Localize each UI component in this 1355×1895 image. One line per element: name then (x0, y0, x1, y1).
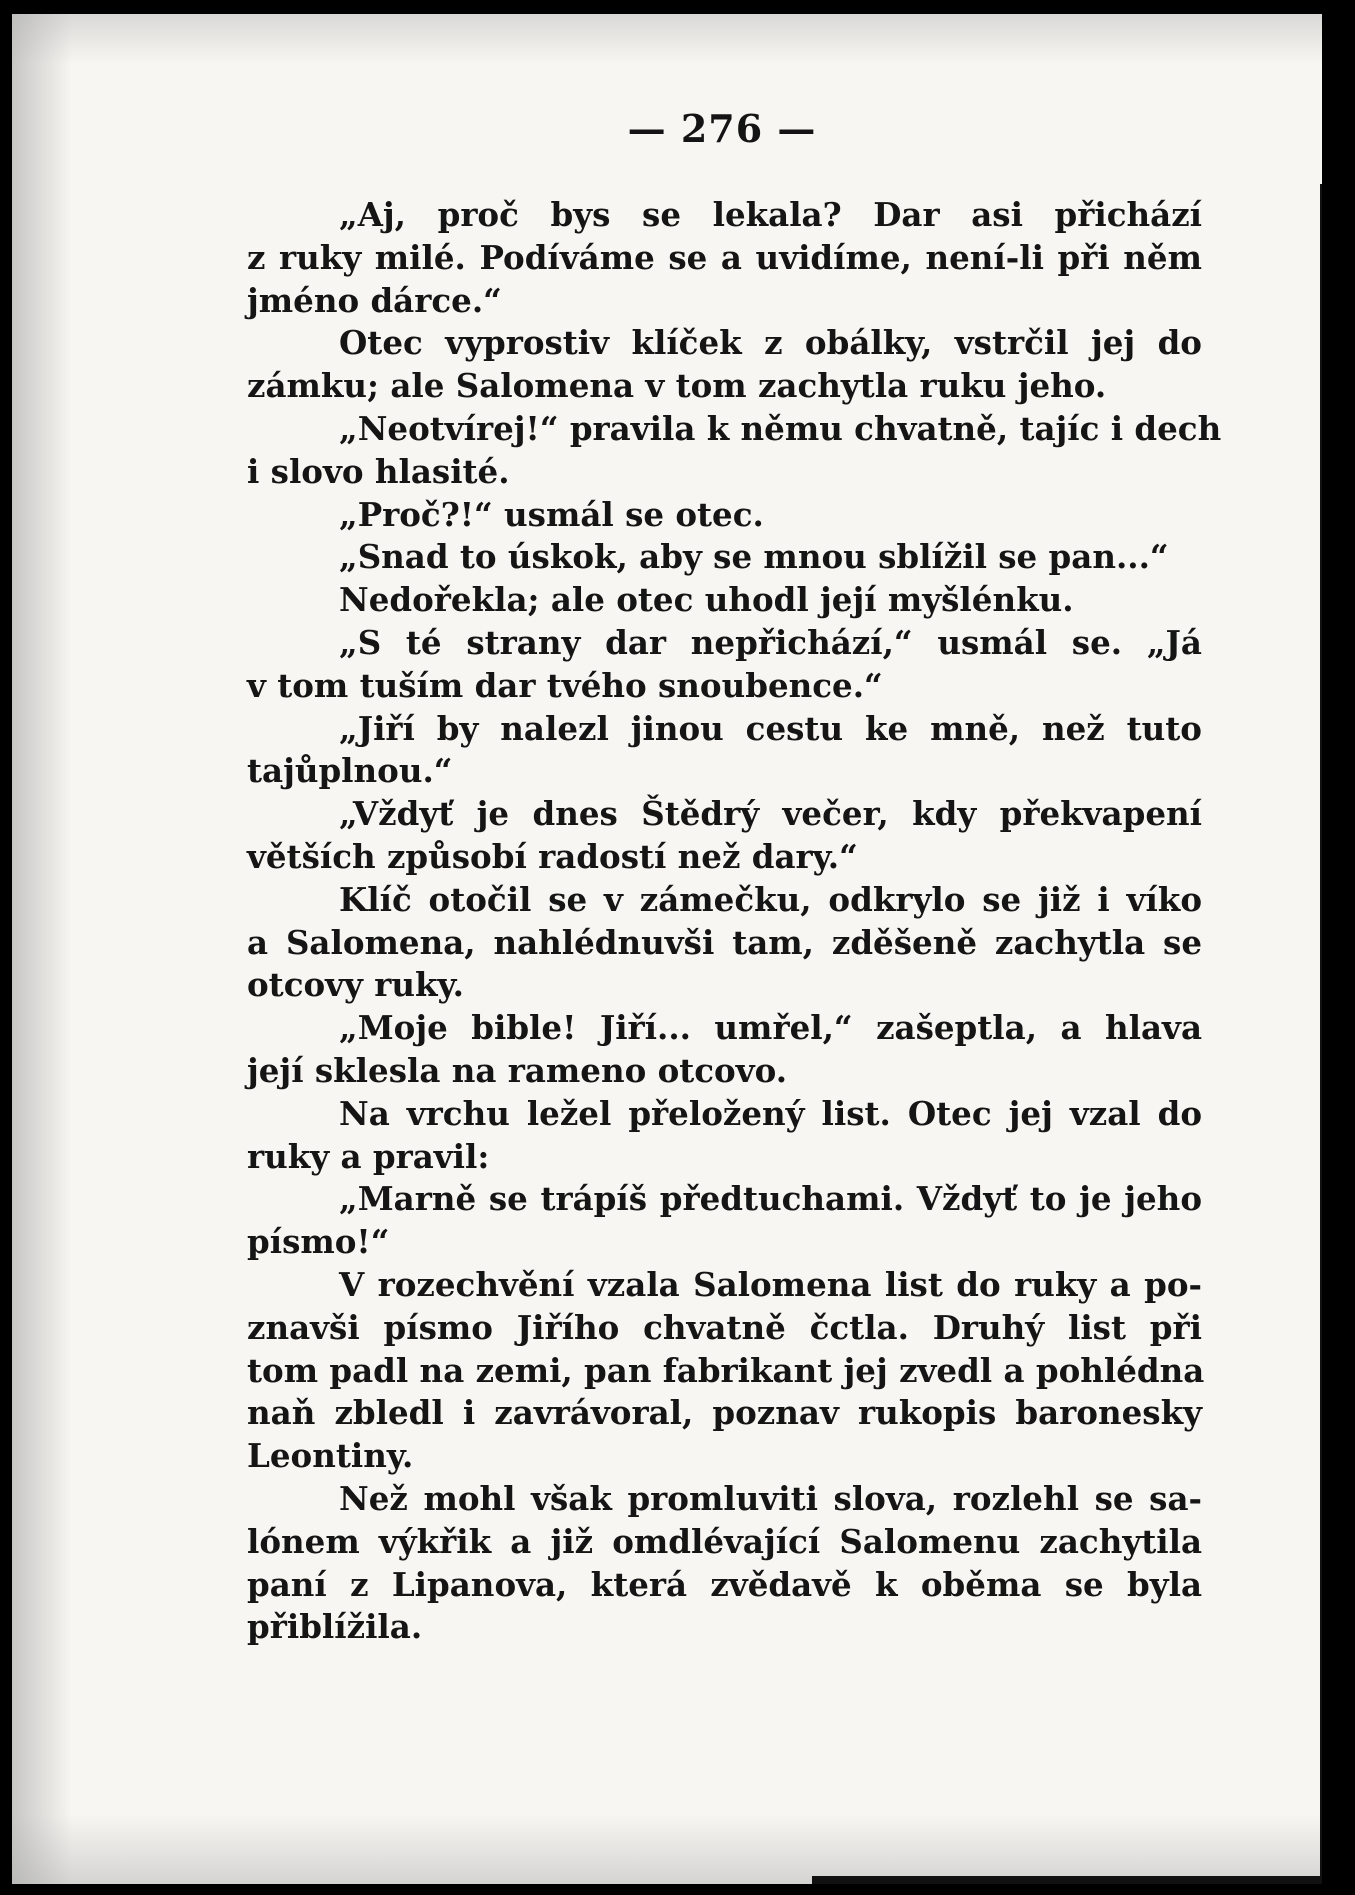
text-line: zámku; ale Salomena v tom zachytla ruku jeho. (247, 366, 1107, 406)
text-line: v tom tuším dar tvého snoubence.“ (247, 665, 883, 705)
page-edge-shadow-top (12, 14, 1322, 64)
text-line: paní z Lipanova, která zvědavě k oběma se byla (247, 1564, 1202, 1604)
text-line: lónem výkřik a již omdlévající Salomenu zachytila (247, 1521, 1202, 1561)
page-edge-shadow-bottom (12, 1814, 1322, 1884)
text-line: otcovy ruky. (247, 965, 464, 1005)
text-line: „Marně se trápíš předtuchami. Vždyť to je jeho (339, 1179, 1202, 1219)
text-line: ruky a pravil: (247, 1136, 490, 1176)
text-line: „Aj, proč bys se lekala? Dar asi přichází (339, 195, 1202, 234)
text-line: znavši písmo Jiřího chvatně čctla. Druhý list při (247, 1307, 1202, 1347)
text-line: „Snad to úskok, aby se mnou sblížil se pan...“ (339, 537, 1169, 577)
text-line: písmo!“ (247, 1222, 390, 1262)
page-bottom-border (812, 1876, 1322, 1884)
text-line: naň zbledl i zavrávoral, poznav rukopis baronesky (247, 1393, 1202, 1433)
text-line: Leontiny. (247, 1436, 414, 1476)
text-line: „Neotvírej!“ pravila k němu chvatně, tajíc i dech (339, 408, 1222, 448)
book-page (12, 14, 1322, 1884)
text-line: „Jiří by nalezl jinou cestu ke mně, než tuto (339, 708, 1202, 748)
text-line: „Proč?!“ usmál se otec. (339, 494, 764, 534)
text-line: tom padl na zemi, pan fabrikant jej zvedl a pohlédna (247, 1350, 1205, 1390)
text-line: V rozechvění vzala Salomena list do ruky a po- (339, 1264, 1202, 1304)
text-line: jméno dárce.“ (247, 280, 502, 320)
text-line: i slovo hlasité. (247, 451, 510, 491)
text-line: tajůplnou.“ (247, 751, 453, 791)
text-line: Než mohl však promluviti slova, rozlehl se sa- (339, 1478, 1202, 1518)
text-line: a Salomena, nahlédnuvši tam, zděšeně zachytla se (247, 922, 1202, 962)
text-line: Na vrchu ležel přeložený list. Otec jej vzal do (339, 1093, 1202, 1133)
text-line: „Moje bible! Jiří... umřel,“ zašeptla, a hlava (339, 1008, 1202, 1048)
body-text (247, 194, 1222, 1649)
page-spine-border (1320, 184, 1322, 1884)
text-line: Klíč otočil se v zámečku, odkrylo se již i víko (339, 879, 1202, 919)
text-line: její sklesla na rameno otcovo. (247, 1050, 788, 1090)
page-edge-shadow-left (12, 14, 72, 1884)
text-line: „S té strany dar nepřichází,“ usmál se. „Já (339, 622, 1202, 662)
text-line: „Vždyť je dnes Štědrý večer, kdy překvapení (339, 794, 1202, 834)
text-line: Nedořekla; ale otec uhodl její myšlénku. (339, 580, 1074, 620)
text-line: z ruky milé. Podíváme se a uvidíme, není-li při něm (247, 237, 1202, 277)
text-line: větších způsobí radostí než dary.“ (247, 836, 858, 876)
page-number: — 276 — (627, 106, 817, 151)
text-line: přiblížila. (247, 1607, 423, 1647)
text-line: Otec vyprostiv klíček z obálky, vstrčil jej do (339, 323, 1202, 363)
